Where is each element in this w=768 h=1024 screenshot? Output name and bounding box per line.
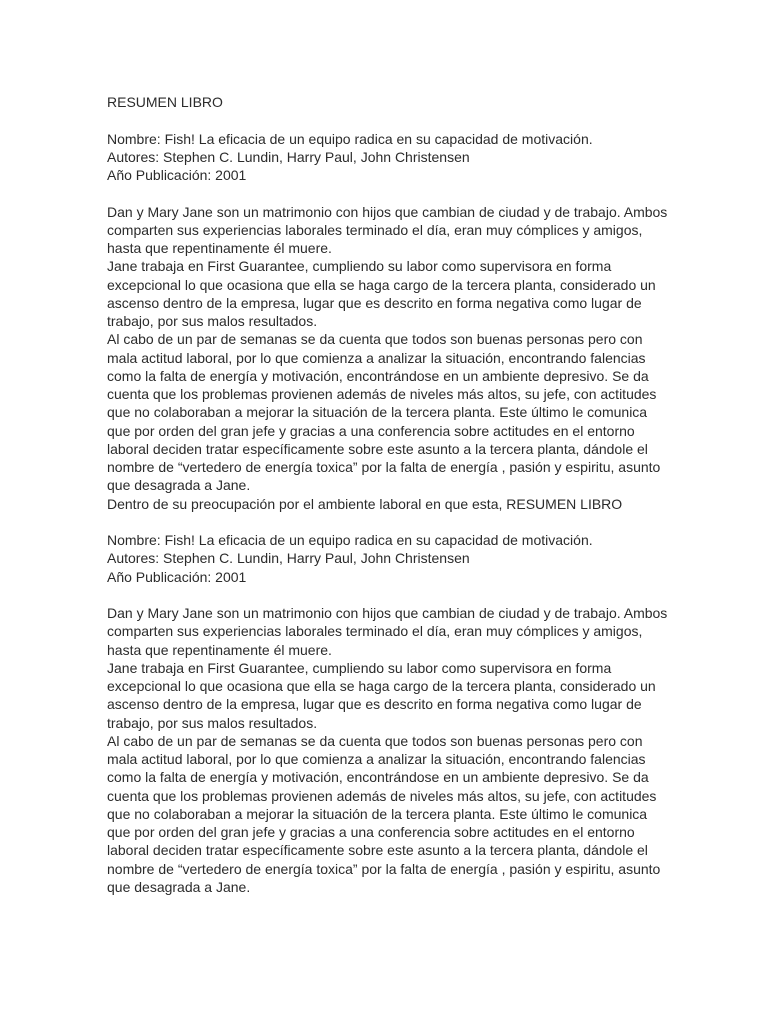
body-line: laboral deciden tratar específicamente sobre este asunto a la tercera planta, dándole el xyxy=(107,842,648,859)
body-line: Jane trabaja en First Guarantee, cumpliendo su labor como supervisora en forma xyxy=(107,659,612,676)
blank-line xyxy=(107,513,667,531)
body-line: comparten sus experiencias laborales terminado el día, eran muy cómplices y amigos, xyxy=(107,221,643,238)
book-title-line: Nombre: Fish! La eficacia de un equipo radica en su capacidad de motivación. xyxy=(107,532,593,548)
body-line: mala actitud laboral, por lo que comienza a analizar la situación, encontrando falencias xyxy=(107,349,646,366)
blank-line xyxy=(107,111,667,129)
body-line: que desagrada a Jane. xyxy=(107,477,251,494)
body-line: Al cabo de un par de semanas se da cuenta que todos son buenas personas pero con xyxy=(107,732,643,749)
body-line: Dan y Mary Jane son un matrimonio con hijos que cambian de ciudad y de trabajo. Ambos xyxy=(107,203,668,220)
blank-line xyxy=(107,184,667,202)
body-line: laboral deciden tratar específicamente sobre este asunto a la tercera planta, dándole el xyxy=(107,440,648,457)
book-meta-block xyxy=(107,130,667,185)
body-line: cuenta que los problemas provienen además de niveles más altos, su jefe, con actitudes xyxy=(107,787,657,804)
body-line: Jane trabaja en First Guarantee, cumpliendo su labor como supervisora en forma xyxy=(107,258,612,275)
body-line: como la falta de energía y motivación, encontrándose en un ambiente depresivo. Se da xyxy=(107,367,649,384)
body-line: que no colaboraban a mejorar la situación de la tercera planta. Este último le comunica xyxy=(107,805,648,822)
document-heading: RESUMEN LIBRO xyxy=(107,94,223,110)
summary-body xyxy=(107,203,667,513)
book-authors-line: Autores: Stephen C. Lundin, Harry Paul, John Christensen xyxy=(107,550,470,567)
body-line: Dentro de su preocupación por el ambiente laboral en que esta, RESUMEN LIBRO xyxy=(107,495,623,512)
body-line: que desagrada a Jane. xyxy=(107,878,251,895)
document-text xyxy=(107,93,667,896)
body-line: como la falta de energía y motivación, encontrándose en un ambiente depresivo. Se da xyxy=(107,769,649,786)
book-authors-line: Autores: Stephen C. Lundin, Harry Paul, John Christensen xyxy=(107,148,470,165)
body-line: cuenta que los problemas provienen además de niveles más altos, su jefe, con actitudes xyxy=(107,386,657,402)
body-line: que por orden del gran jefe y gracias a una conferencia sobre actitudes en el entorno xyxy=(107,824,635,840)
body-line: trabajo, por sus malos resultados. xyxy=(107,714,318,731)
body-line: trabajo, por sus malos resultados. xyxy=(107,313,318,329)
body-line: ascenso dentro de la empresa, lugar que es descrito en forma negativa como lugar de xyxy=(107,696,642,713)
body-line: mala actitud laboral, por lo que comienza a analizar la situación, encontrando falencias xyxy=(107,751,646,767)
book-year-line: Año Publicación: 2001 xyxy=(107,167,247,183)
body-line: Dan y Mary Jane son un matrimonio con hijos que cambian de ciudad y de trabajo. Ambos xyxy=(107,605,668,621)
summary-body-repeat xyxy=(107,604,667,896)
body-line: excepcional lo que ocasiona que ella se haga cargo de la tercera planta, considerado un xyxy=(107,678,656,694)
book-meta-block-repeat xyxy=(107,531,667,586)
book-year-line: Año Publicación: 2001 xyxy=(107,568,247,585)
body-line: nombre de “vertedero de energía toxica” por la falta de energía , pasión y espiritu, asunto xyxy=(107,860,661,877)
book-title-line: Nombre: Fish! La eficacia de un equipo radica en su capacidad de motivación. xyxy=(107,130,593,147)
body-line: ascenso dentro de la empresa, lugar que es descrito en forma negativa como lugar de xyxy=(107,294,642,311)
body-line: que por orden del gran jefe y gracias a una conferencia sobre actitudes en el entorno xyxy=(107,422,635,439)
body-line: que no colaboraban a mejorar la situación de la tercera planta. Este último le comunica xyxy=(107,404,648,421)
body-line: excepcional lo que ocasiona que ella se haga cargo de la tercera planta, considerado un xyxy=(107,276,656,293)
body-line: hasta que repentinamente él muere. xyxy=(107,641,332,658)
blank-line xyxy=(107,586,667,604)
body-line: nombre de “vertedero de energía toxica” por la falta de energía , pasión y espiritu, asunto xyxy=(107,459,661,475)
body-line: Al cabo de un par de semanas se da cuenta que todos son buenas personas pero con xyxy=(107,331,643,348)
body-line: hasta que repentinamente él muere. xyxy=(107,240,332,256)
body-line: comparten sus experiencias laborales terminado el día, eran muy cómplices y amigos, xyxy=(107,623,643,640)
